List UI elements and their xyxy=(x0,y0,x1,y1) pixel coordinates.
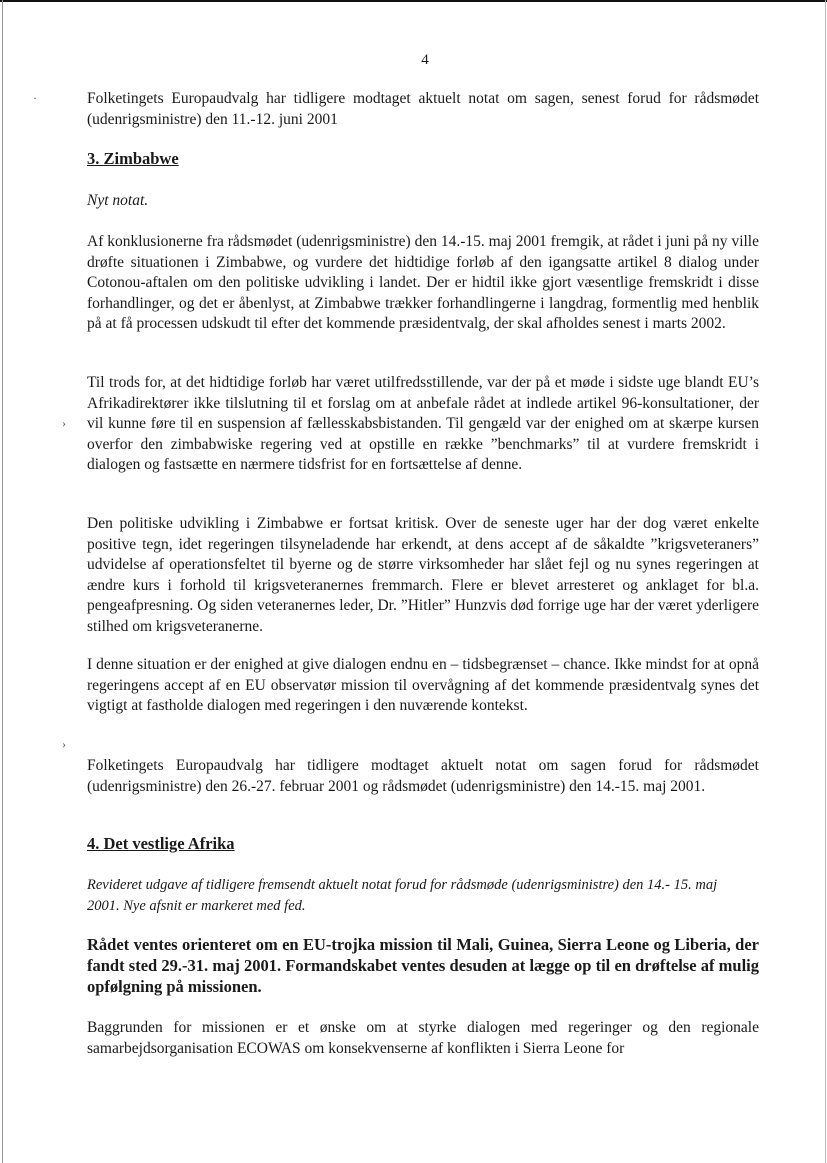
body-paragraph: Baggrunden for missionen er et ønske om at styrke dialogen med regeringer og den regionale samarbejdsorganisation ECOWAS om konsekvenserne af konflikten i Sierra Leone for xyxy=(87,1019,759,1057)
top-border-rule xyxy=(0,0,827,2)
section-heading-zimbabwe: 3. Zimbabwe xyxy=(87,149,179,168)
scan-speck: › xyxy=(62,416,66,430)
left-border-rule xyxy=(2,0,3,1163)
right-border-rule xyxy=(825,0,826,1163)
section-note: Nyt notat. xyxy=(87,192,149,209)
body-paragraph: Den politiske udvikling i Zimbabwe er fortsat kritisk. Over de seneste uger har der dog været enkelte positive tegn, idet regeringen tilsyneladende har erkendt, at dens accept af de såkaldte ”krigsveteraners” udvidelse af operationsfeltet til byerne og de større virksomheder har slået fejl og nu synes regeringen at ændre kurs i forhold til krigsveteranernes fremmarch. Flere er blevet arresteret og anklaget for bl.a. pengeafpresning. Og siden veteranernes leder, Dr. ”Hitler” Hunzvis død forrige uge har der været yderligere stilhed om krigsveteranerne. xyxy=(87,515,759,635)
section-note-line: 2001. Nye afsnit er markeret med fed. xyxy=(87,898,306,914)
body-paragraph: Af konklusionerne fra rådsmødet (udenrigsministre) den 14.-15. maj 2001 fremgik, at rådet i juni på ny ville drøfte situationen i Zimbabwe, og vurdere det hidtidige forløb af den igangsatte artikel 8 dialog under Cotonou-aftalen om den politiske udvikling i landet. Der er hidtil ikke gjort væsentlige fremskridt i disse forhandlinger, og det er åbenlyst, at Zimbabwe trækker forhandlingerne i langdrag, formentlig med henblik på at få processen udskudt til efter det kommende præsidentvalg, der skal afholdes senest i marts 2002. xyxy=(87,233,759,332)
section-heading-vestlige-afrika: 4. Det vestlige Afrika xyxy=(87,834,235,853)
body-paragraph: Folketingets Europaudvalg har tidligere modtaget aktuelt notat om sagen forud for rådsmødet (udenrigsministre) den 26.-27. februar 2001 og rådsmødet (udenrigsministre) den 14.-15. maj 2001. xyxy=(87,757,759,795)
scan-speck: · xyxy=(33,91,37,105)
bold-paragraph: Rådet ventes orienteret om en EU-trojka mission til Mali, Guinea, Sierra Leone og Liberia, der fandt sted 29.-31. maj 2001. Formandskabet ventes desuden at lægge op til en drøftelse af mulig opfølgning på missionen. xyxy=(87,935,759,996)
scan-speck: › xyxy=(62,737,66,751)
body-paragraph: I denne situation er der enighed at give dialogen endnu en – tidsbegrænset – chance. Ikke mindst for at opnå regeringens accept af en EU observatør mission til overvågning af det kommende præsidentvalg synes det vigtigt at fastholde dialogen med regeringen i den nuværende kontekst. xyxy=(87,656,759,714)
page-number: 4 xyxy=(421,52,429,68)
section-note-line: Revideret udgave af tidligere fremsendt aktuelt notat forud for rådsmøde (udenrigsministre) den 14.- 15. maj xyxy=(87,877,718,893)
body-paragraph: Til trods for, at det hidtidige forløb har været utilfredsstillende, var der på et møde i sidste uge blandt EU’s Afrikadirektører ikke tilslutning til et forslag om at anbefale rådet at indlede artikel 96-konsultationer, der vil kunne føre til en suspension af fællesskabsbistanden. Til gengæld var der enighed om at skærpe kursen overfor den zimbabwiske regering ved at opstille en række ”benchmarks” til at vurdere fremskridt i dialogen og fastsætte en nærmere tidsfrist for en fortsættelse af denne. xyxy=(87,374,759,473)
intro-paragraph: Folketingets Europaudvalg har tidligere modtaget aktuelt notat om sagen, senest forud for rådsmødet (udenrigsministre) den 11.-12. juni 2001 xyxy=(87,90,759,128)
